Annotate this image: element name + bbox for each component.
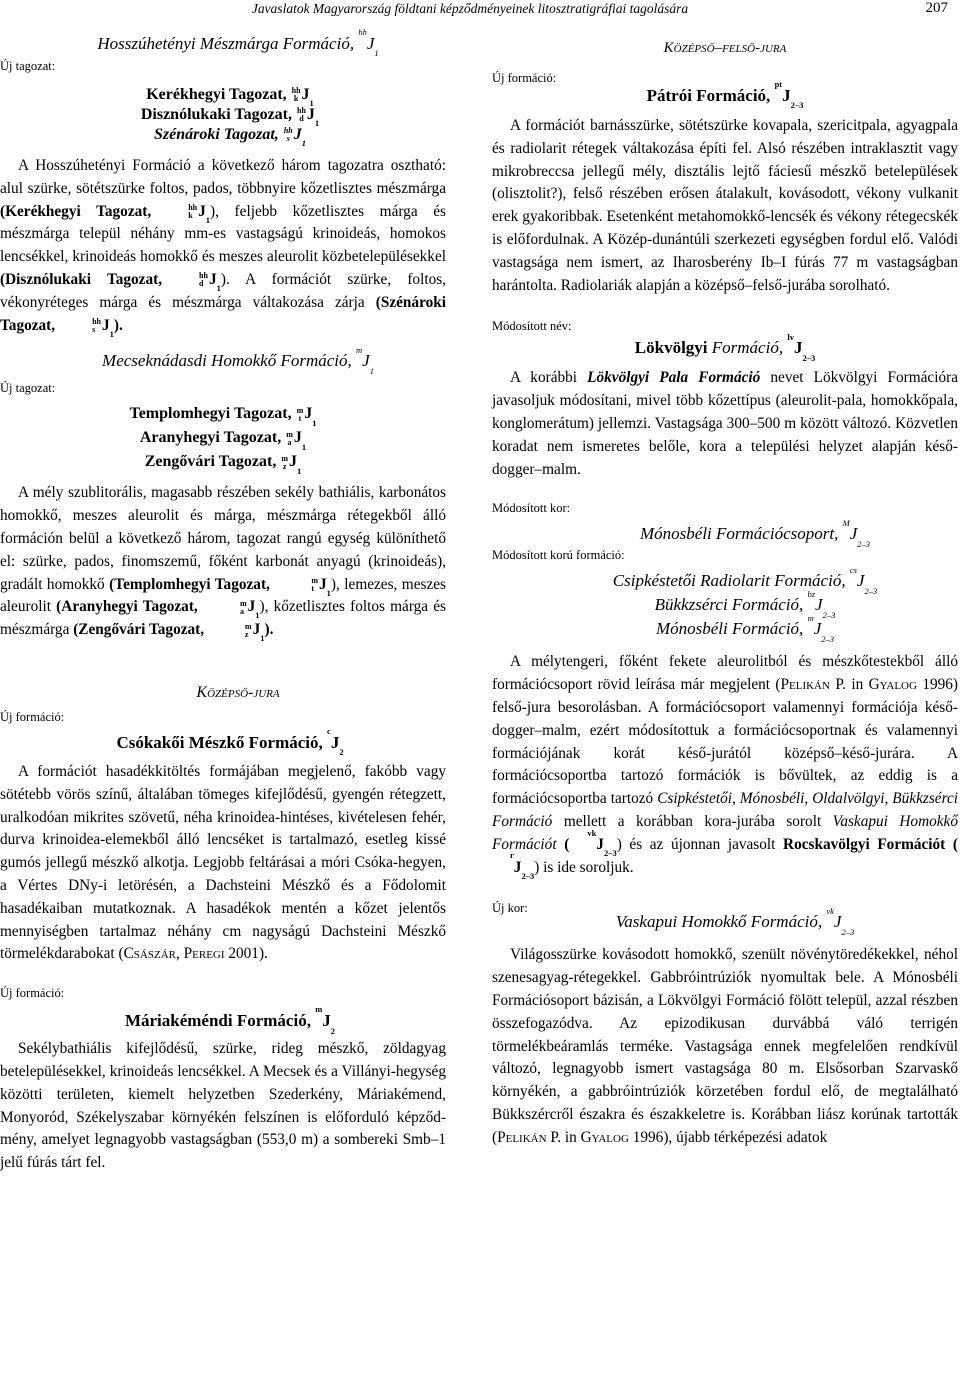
- text: P. in: [835, 676, 864, 694]
- symbol-sub: 2–3: [841, 926, 855, 937]
- citation-author: Pelikán: [780, 676, 830, 694]
- formation-name: Vaskapui Homokkő Formáció,: [615, 912, 823, 932]
- sym-mid: z: [244, 629, 249, 639]
- sym-sub: 1: [216, 283, 221, 294]
- symbol-sup: vk: [587, 827, 597, 838]
- text-bold: ).: [264, 621, 274, 639]
- formation-name: Mónosbéli Formáció,: [655, 619, 804, 639]
- sym-mid: a: [287, 437, 292, 447]
- formation-csokakoi: [14, 726, 446, 758]
- sym-sup: m: [311, 576, 318, 586]
- sym-sub: 1: [296, 465, 302, 476]
- citation-author: Peregi: [183, 945, 225, 963]
- text: ), lemezes, meszes aleurolit: [0, 575, 446, 616]
- symbol: J: [330, 732, 340, 752]
- formation-monosbeli: [532, 612, 958, 644]
- formation-bukkzserci: [532, 588, 958, 620]
- section-middle-upper-jurassic: Középső–felső-jura: [663, 40, 787, 56]
- text-bold: ).: [113, 316, 123, 334]
- symbol-sub: 2: [339, 747, 344, 758]
- sym-sup: hh: [188, 203, 198, 213]
- symbol-sub: 2: [330, 1025, 336, 1036]
- sym-mid: d: [299, 114, 304, 124]
- sym-mid: a: [239, 606, 244, 616]
- member-name: Templomhegyi Tagozat,: [129, 405, 292, 423]
- formation-vaskapui: [512, 905, 958, 937]
- text: ). A formációt szürke, foltos, vékonyréteges márga és mészmárga váltakozása zárja: [0, 270, 447, 311]
- sym-mid: k: [188, 211, 193, 221]
- symbol-sub: 1: [369, 365, 374, 376]
- symbol: J: [793, 338, 803, 358]
- text: A Hosszúhetényi Formáció a következő három tagozatra osztható: alul szürke, sötétszürke foltos, pados, többnyire kőzetlisztes mészmárga: [0, 157, 446, 197]
- formation-name: Mecseknádasdi Homokkő Formáció,: [102, 351, 352, 371]
- paragraph-lokvolgyi: [492, 367, 958, 481]
- symbol-sup: cs: [849, 564, 857, 575]
- text: mellett a korábban kora-jurába sorolt: [563, 812, 822, 830]
- sym-sup: m: [296, 405, 304, 415]
- formation-name: Formáció,: [711, 338, 784, 358]
- sym-sup: m: [286, 429, 293, 439]
- member-zengovari: Zengővári Tagozat, m z $J_1$: [144, 453, 302, 476]
- text: A mélytengeri, főként fekete aleurolitból és mészkőtestekből álló formációcsoport rövid leírása már megjelent (: [492, 653, 958, 694]
- sym-sub: 1: [260, 633, 265, 644]
- sym-sub: 1: [109, 328, 114, 339]
- sym-sub: 1: [205, 214, 210, 225]
- citation-author: Gyalog: [580, 1128, 629, 1146]
- member-kerekhegyi: Kerékhegyi Tagozat, hh k $J_1$: [146, 86, 314, 109]
- text: Világosszürke kovásodott homokkő, szenült növénytöredékekkel, néhol szenesagyag-rétegekkel. Gabbróintrúziók nyomultak bele. A Mónosbéli Formációsoport bázisán, a Lökvölgyi Formáció fölött települ, azzal részben összefogazódva. Az epizodikusan durvábbá váló terrigén törmelékbeáramlás terméke. Vastagsága ennek megfelelően rendkívül változó, legnagyobb ismert vastagsága 80 m. Elsősorban Szarvaskő környékén, a gabbróintrúziók körzetében fordul elő, de megtalálható Bükkszércről északra és északkeletre is. Korábban liász korúnak tartották (: [492, 946, 958, 1146]
- sym-sup: hh: [291, 86, 301, 96]
- symbol-sup: lv: [787, 331, 794, 342]
- sym-sub: 1: [312, 417, 317, 428]
- section-heading-hosszuhetenyi: [30, 27, 446, 59]
- symbol-sup: m: [356, 344, 363, 355]
- text: A korábbi: [510, 369, 578, 387]
- sym-sup: m: [281, 453, 288, 463]
- symbol-sup: bz: [807, 588, 816, 599]
- symbol: J: [596, 835, 604, 853]
- text: ) is ide soroljuk.: [534, 858, 634, 876]
- symbol: J: [362, 351, 370, 371]
- page-number: 207: [925, 0, 948, 16]
- formation-name: Hosszúhetényi Mészmárga Formáció,: [97, 34, 355, 53]
- symbol-sub: 2–3: [521, 870, 535, 881]
- text-italic: Csipkéstetői, Mónosbéli, Oldalvölgyi, Bükkzsérci Formáció: [492, 790, 958, 830]
- left-column: [0, 27, 447, 1175]
- text: ), kőzetlisztes foltos márga és mészmárga: [0, 598, 447, 639]
- text: ,: [175, 945, 180, 963]
- text: ), feljebb kőzetlisztes márga és mészmárga települ néhány mm-es vastagságú krinoideás, homokos lencsékkel, krinoideás homokkő és meszes aleurolit közbetelepülésekkel: [0, 202, 446, 266]
- label-modified-age-formation: Módosított korú formáció:: [492, 548, 625, 563]
- member-name: Szénároki Tagozat,: [154, 126, 279, 143]
- text-bold: (Szénároki Tagozat,: [0, 293, 446, 334]
- citation-author: Császár: [123, 945, 176, 963]
- sym-mid: k: [293, 94, 299, 104]
- paragraph-mariakemendi: Sekélybathiális kifejlődésű, szürke, rideg mészkő, zöldagyag betelepülésekkel, krinoideás lencsékkel. A Mecsek és a Villányi-hegység közötti területen, kiemelt helyzetben Szederkény, Máriakémend, Monyoród, Székelyszabar környékén felszínen is előforduló képződmény, amelyet legnagyobb vastagságban (553,0 m) a sombereki Smb–1 jelű fúrás tárt fel.: [0, 1040, 446, 1172]
- citation-author: Gyalog: [868, 676, 917, 694]
- sym-sup: hh: [283, 126, 293, 136]
- member-name: Disznólukaki Tagozat,: [140, 106, 292, 123]
- symbol: J: [849, 524, 858, 544]
- symbol: J: [782, 86, 791, 105]
- sym-sup: m: [244, 621, 252, 631]
- symbol: J: [366, 34, 375, 53]
- text-bold-italic: Lökvölgyi Pala Formáció: [587, 369, 761, 387]
- text-bold: (: [952, 835, 958, 853]
- text: ) és az újonnan javasolt: [616, 835, 776, 853]
- label-new-formation: Új formáció:: [0, 709, 65, 724]
- symbol-sub: 2–3: [802, 352, 816, 363]
- text: 2001).: [228, 945, 268, 963]
- paragraph-patroi: A formációt barnásszürke, sötétszürke kovapala, szericitpala, agyagpala és radiolarit rétegek váltakozása építi fel. Alsó részében intraklasztit vagy mikrobreccsa jellegű mély, disztális lejtő fáciesű mészkő betelepülések (olisztolit?), felső részében erősen átalakult, kovásodott, vékony vulkanit erek gyakoribbak. Esetenként metahomokkő-lencsék és vékony rétegecskék is előfordulnak. A Közép-dunántúli szerkezeti egységben fordul elő. Valódi vastagsága nem ismert, az Iharosberény Ib–I fúrás 77 m vastagságban harántolta. Radiolariák alapján a középső–felső-jurába sorolható.: [492, 117, 958, 294]
- formation-name: Csókakői Mészkő Formáció,: [116, 732, 323, 752]
- member-disznolukaki: Disznólukaki Tagozat, hh d $J_1$: [140, 106, 320, 129]
- text: 1996), újabb térképezési adatok: [632, 1128, 828, 1146]
- formation-mariakemendi: [14, 1004, 446, 1036]
- sym-sub: 1: [309, 98, 314, 109]
- formation-name: Csipkéstetői Radiolarit Formáció,: [612, 571, 846, 591]
- member-templomhegyi: Templomhegyi Tagozat, m t $J_1$: [129, 405, 317, 428]
- formation-name: Bükkzsérci Formáció,: [654, 595, 804, 615]
- member-list-1: [14, 85, 446, 149]
- sym-sup: hh: [199, 271, 208, 281]
- section-middle-jurassic: Középső-jura: [196, 683, 280, 701]
- sym-sub: 1: [255, 610, 260, 621]
- sym-sub: 1: [314, 118, 320, 129]
- sym-mid: s: [286, 134, 290, 144]
- label-new-formation: Új formáció:: [492, 71, 557, 85]
- symbol-sub: 2–3: [822, 609, 836, 620]
- symbol-sup: r: [510, 850, 514, 861]
- symbol: J: [513, 858, 522, 876]
- citation-author: Pelikán: [497, 1128, 547, 1146]
- symbol-sup: pt: [774, 79, 783, 90]
- symbol-sub: 2–3: [821, 633, 834, 644]
- text-italic: Vaskapui Homokkő Formációt: [492, 812, 958, 853]
- label-new-member: Új tagozat:: [0, 59, 56, 73]
- member-name: Kerékhegyi Tagozat,: [146, 86, 287, 103]
- paragraph-mecseknadasd: A mély szublitorális, magasabb részében sekély bathiális, karbonátos homokkő, meszes aleurolit és márga, mészmárga rétegekből álló formáción belül a következő három, tagozat rangú egység különíthető el: szürke, pados, finomszemű, főként karbonát anyagú (krinoideás), gradált homokkő (Templomhegyi Tagozat, m t $J_1$), lemezes, meszes aleurolit (Aranyhegyi Tagozat, m a $J_1$), kőzetlisztes foltos márga és mészmárga (Zengővári Tagozat, m z $J_1$).: [0, 484, 447, 644]
- label-modified-age: Módosított kor:: [492, 501, 571, 516]
- text-bold: (: [564, 835, 570, 853]
- symbol-sup: m: [315, 1004, 323, 1015]
- symbol-sub: 1: [374, 48, 379, 59]
- text: nevet Lökvölgyi Formációra javasoljuk módosítani, mivel több kőzettípus (aleurolit-pala, homokkőpala, konglomerátum) jellemzi. Vastagsága 300–500 m között változó. Közvetlen koradat nem ismeretes belőle, kora a települési helyzet alapján késő-dogger–malm.: [492, 369, 958, 478]
- symbol-sub: 2–3: [857, 538, 870, 549]
- formation-name: Mónosbéli Formációcsoport,: [640, 524, 839, 544]
- symbol-sup: c: [327, 726, 331, 737]
- sym-mid: t: [311, 584, 314, 594]
- sym-mid: z: [282, 461, 287, 471]
- symbol-sup: hh: [358, 27, 367, 38]
- formation-list-monosbel: [532, 564, 958, 644]
- text-bold: (Zengővári Tagozat,: [73, 621, 205, 639]
- member-aranyhegyi: Aranyhegyi Tagozat, m a $J_1$: [139, 429, 307, 452]
- text: 1996) felső-jura besorolásban. A formációcsoport valamennyi formációja késő-dogger–malm, ezért módosítottuk a formációcsoportnak és valamennyi formációjának korát késő-jurától középső–késő-jurára. A formációcsoportba tartozó formációk is bővültek, az eddig is a formációcsoportba tartozó: [492, 676, 959, 808]
- label-new-formation: Új formáció:: [0, 986, 65, 1001]
- member-szenaroki: Szénároki Tagozat, hh s $J_1$: [154, 126, 306, 149]
- sym-sub: 1: [326, 587, 331, 598]
- symbol-sup: M: [842, 517, 850, 528]
- symbol-sub: 2–3: [864, 585, 878, 596]
- text-bold: (Kerékhegyi Tagozat,: [0, 202, 152, 220]
- symbol-sub: 2–3: [603, 847, 617, 858]
- formation-name: Lökvölgyi: [634, 338, 708, 358]
- member-list-2: [0, 402, 446, 474]
- symbol: J: [833, 912, 842, 932]
- symbol-sup: m: [807, 612, 814, 623]
- sym-sup: hh: [297, 106, 306, 116]
- formation-name: Pátrói Formáció,: [646, 86, 771, 105]
- sym-mid: d: [199, 279, 204, 289]
- formation-name: Máriakéméndi Formáció,: [124, 1011, 311, 1031]
- group-monosbeli: [552, 517, 958, 549]
- text-bold: (Templomhegyi Tagozat,: [109, 575, 270, 593]
- sym-sup: hh: [92, 317, 102, 327]
- right-column: [492, 34, 958, 1150]
- sym-sub: 1: [301, 441, 307, 452]
- text: A formációt hasadékkitöltés formájában megjelenő, fakóbb vagy sötétebb vörös színű, általában tömeges kifejlődésű, gyengén rétegzett, uralkodóan mikrites szövetű, néha krinoidea-hintéses, kivételesen fehér, durva krinoidea-elemekből álló lencséket is tartalmazó, esetleg kissé gumós jellegű mészkő alkotja. Legjobb feltárásai a móri Csóka-hegyen, a Vértes DNy-i letörésén, a Dachsteini Mészkő és a Fődolomit hasadékaiban mutatkoznak. A hasadékok mentén a kőzet jelentős mennyiségben tartalmaz néhány cm nagyságú Dachsteini Mészkő törmelékdarabokat (: [0, 762, 446, 963]
- symbol: J: [856, 571, 865, 591]
- text: A mély szublitorális, magasabb részében sekély bathiális, karbonátos homokkő, meszes aleurolit és márga, mészmárga rétegekből álló formáción belül a következő három, tagozat rangú egység különíthető el: szürke, pados, finomszemű, főként karbonát anyagú (krinoideás), gradált homokkő: [0, 484, 446, 593]
- symbol: J: [815, 595, 823, 615]
- member-name: Zengővári Tagozat,: [144, 453, 277, 471]
- symbol-sub: 2–3: [790, 100, 804, 111]
- sym-sup: m: [239, 598, 247, 608]
- sym-mid: t: [298, 413, 302, 423]
- label-new-member: Új tagozat:: [0, 381, 56, 396]
- member-name: Aranyhegyi Tagozat,: [139, 429, 282, 447]
- header-title: Javaslatok Magyarország földtani képződményeinek litosztratigráfiai tagolására: [251, 1, 689, 16]
- paragraph-csokakoi: [0, 761, 446, 966]
- symbol: J: [322, 1011, 331, 1031]
- text-bold: (Disznólukaki Tagozat,: [0, 270, 163, 288]
- formation-lokvolgyi: [492, 331, 958, 363]
- sym-sub: 1: [301, 138, 306, 149]
- sym-mid: s: [92, 325, 96, 335]
- label-new-age: Új kor:: [492, 901, 528, 916]
- text: P. in: [550, 1128, 577, 1146]
- formation-patroi: [492, 79, 958, 111]
- symbol-sup: vk: [826, 905, 834, 916]
- section-heading-mecseknadasdi: [30, 344, 446, 376]
- paragraph-monosbeli-group: [492, 651, 958, 879]
- text-bold: (Aranyhegyi Tagozat,: [56, 598, 198, 616]
- text-bold: Rocskavölgyi Formációt: [783, 835, 946, 853]
- symbol: J: [813, 619, 822, 639]
- paragraph-hosszuheteny: A Hosszúhetényi Formáció a következő három tagozatra osztható: alul szürke, sötétszürke foltos, pados, többnyire kőzetlisztes mészmárga (Kerékhegyi Tagozat, hh k $J_1$), feljebb kőzetlisztes márga és mészmárga települ néhány mm-es vastagságú krinoideás, homokos lencsékkel, krinoideás homokkő és meszes aleurolit közbetelepülésekkel (Disznólukaki Tagozat, hh d $J_1$). A formációt szürke, foltos, vékonyréteges márga és mészmárga váltakozása zárja (Szénároki Tagozat, hh s $J_1$).: [0, 157, 447, 339]
- label-modified-name: Módosított név:: [492, 319, 572, 334]
- paragraph-vaskapui: [492, 944, 958, 1149]
